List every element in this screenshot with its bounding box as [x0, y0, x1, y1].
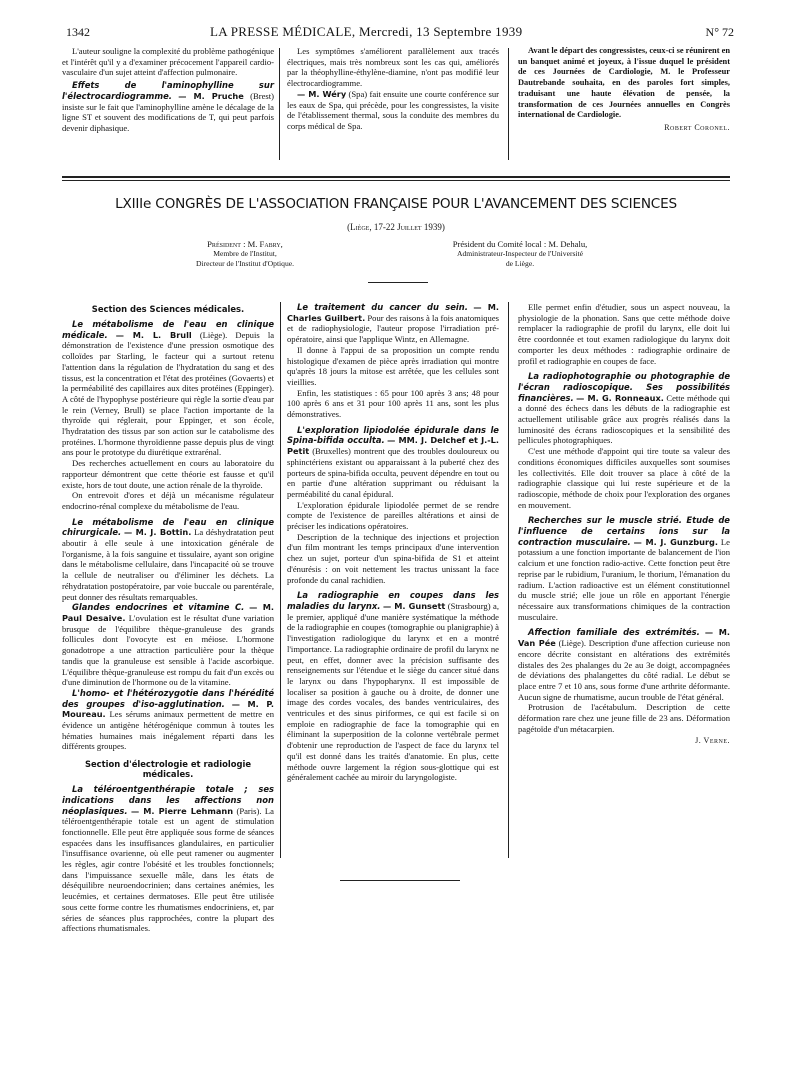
column-rule [508, 302, 509, 858]
author: — M. G. Ronneaux. [576, 392, 664, 403]
short-rule [368, 282, 428, 283]
president-left [160, 239, 330, 269]
author: — M. J. Gunzburg. [633, 536, 718, 547]
author: — M. Paul Desaive. [62, 602, 275, 623]
signature: J. Verne. [695, 736, 730, 746]
paragraph: On entrevoit d'ores et déjà un mécanisme régulateur endocrino-rénal complexe du métabolisme de l'eau. [62, 490, 274, 511]
article-title: Le métabolisme de l'eau en clinique chirurgicale. [62, 516, 274, 538]
paragraph: Des recherches actuellement en cours au laboratoire du rapporteur démontrent que cette théorie est fausse et qu'il existe, hors de tout doute, une action rénale de la thyroïde. [62, 458, 274, 490]
author: — M. Van Pée [518, 627, 731, 649]
president-title: Membre de l'Institut, [213, 249, 277, 258]
paragraph: Description de la technique des injections et projection d'un film montrant les temps principaux d'une intervention chez un sujet, porteur d'un spina-bifida de S1 et atteint d'énurésis : on voit nettement les tractus unissant la face profonde du canal rachidien. [287, 531, 499, 585]
paragraph-text: (Paris). La téléroentgenthérapie totale est un agent de stimulation fonctionnelle. Elle peut être appliquée sous forme de séances espacées dans les insuffisances glandulaires, en particulier l'insuffisance ovarienne, où elle peut ramener ou augmenter les règles, agir contre l'obésité et les troubles fonctionnels; dans l'impuissance sexuelle mâle, dans les états de déséquilibre neuroendocrinien; dans certaines anémies, les leucémies, et certaines dermatoses. Elle peut être utilisée sous cette forme contre les rhumatismes endocriniens, et, par séries de séances plus rapprochées, contre la plupart des affections rhumatismales. [62, 805, 274, 934]
president-right [410, 239, 630, 269]
article-title: L'homo- et l'hétérozygotie dans l'hérédité des groupes d'iso-agglutination. [62, 687, 274, 709]
author: — MM. J. Delchef et J.-L. Petit [287, 435, 499, 457]
paragraph: Enfin, les statistiques : 65 pour 100 après 3 ans; 48 pour 100 après 6 ans et 31 pour 100 après 11 ans, sont les plus démonstratives. [287, 387, 499, 420]
author: — M. J. Bottin. [123, 527, 192, 538]
author: — M. Pierre Lehmann [130, 805, 234, 816]
paragraph: Protrusion de l'acétabulum. Description de cette déformation rare chez une jeune fille de 23 ans. Déformation pagétoïde d'un métacarpien. [518, 702, 730, 734]
section-title: Section des Sciences médicales. [91, 304, 245, 314]
paragraph-text: Cette méthode qui a donné des échecs dans les débuts de la radiographie est actuellement utilisable grâce aux progrès réalisés dans la luminosité des écrans radioscopiques et la sensibilité des pellicules photographiques. [518, 392, 731, 446]
paragraph [518, 515, 730, 622]
paragraph: Il donne à l'appui de sa proposition un compte rendu histologique d'examen de pièce après irradiation qui montre qu'après 18 jours la mitose est arrêtée, que les cellules sont vieillies. [287, 344, 499, 387]
president-title: Directeur de l'Institut d'Optique. [195, 259, 295, 268]
body-column-3 [518, 302, 730, 862]
president-name: Président : M. Fabry, [207, 239, 283, 249]
article-title: L'exploration lipiodolée épidurale dans le Spina-bifida occulta. [287, 424, 499, 446]
president-title: Administrateur-Inspecteur de l'Université [456, 249, 584, 258]
journal-date: Mercredi, 13 Septembre 1939 [359, 24, 523, 39]
article-title: Glandes endocrines et vitamine C. [72, 602, 245, 613]
article-title: La téléroentgenthérapie totale ; ses indications dans les affections non néoplasiques. [62, 784, 274, 816]
article-title: La radiophotographie ou photographie de l'écran radioscopique. Ses possibilités financières. [518, 371, 730, 403]
journal-header [210, 24, 522, 40]
congress-title: LXIIIe CONGRÈS DE L'ASSOCIATION FRANÇAISE POUR L'AVANCEMENT DES SCIENCES [115, 196, 677, 212]
author: — M. L. Brull [115, 329, 192, 340]
column-rule [279, 48, 280, 160]
author: — M. Wéry [297, 88, 347, 99]
paragraph-text: (Liège). Depuis la démonstration de l'existence d'une pression osmotique des colloïdes par Starling, le facteur qui a surtout retenu l'attention dans la régulation de l'hydratation du sang et des tissus, est la concentration et l'état des protéines (Govaerts) et la perméabilité des capillaires aux dites protéines (Eppinger). A côté de l'hypophyse postérieure qui règle la sortie d'eau par le rein (Verney, Brull) se place l'action importante de la thyroïde qui réglerait, pour Eppinger, et son école, l'hydratation des tissus par son action sur le catabolisme des protéines. L'hormone thyroïdienne passe depuis plus de vingt ans pour le prototype du diurétique extrarénal. [62, 329, 275, 458]
paragraph-text: (Spa) fait ensuite une courte conférence sur les eaux de Spa, qui précède, pour les congressistes, la visite de l'établissement thermal, sous la conduite des membres du corps médical de Spa. [287, 88, 499, 131]
paragraph [287, 425, 499, 500]
author: — M. Charles Guilbert. [287, 302, 499, 323]
paragraph: Elle permet enfin d'étudier, sous un aspect nouveau, la physiologie de la phonation. Sans que cette méthode doive remplacer la radiographie de profil du larynx, elle doit lui être coordonnée et tout examen radiologique du larynx doit comporter les deux méthodes : radiographie ordinaire de profil et radiographie en coupes de face. [518, 302, 730, 366]
paragraph: Les symptômes s'améliorent parallèlement aux tracés électriques, mais très nombreux sont les cas qui, améliorés par la théophylline-éthylène-diamine, n'ont pas modifié leur électrocardiogramme. [287, 46, 499, 89]
paragraph: Avant le départ des congressistes, ceux-ci se réunirent en un banquet animé et joyeux, à l'issue duquel le président de ces Journées de Cardiologie, M. le Professeur Dautrebande souhaita, en des paroles fort simples, traduisant une haute élévation de pensée, la transformation de ces Journées annuelles en Congrès international de Cardiologie. [518, 46, 730, 120]
paragraph [518, 627, 730, 702]
paragraph-text: Les sérums animaux permettent de mettre en évidence un antigène hétérogénique commun à toutes les hématies humaines mais inégalement réparti dans les différents groupes. [62, 709, 274, 752]
paragraph [62, 688, 274, 752]
paragraph-text: La déshydratation peut aboutir à elle seule à une intoxication générale de l'organisme, à la fois sanguine et tissulaire, ayant son origine dans le métabolisme cellulaire, dans l'incapacité où se trouve la cellule de neutraliser ou d'éliminer les déchets. La réhydratation postopératoire, par voie buccale ou parentérale, peut donner des résultats remarquables. [62, 527, 275, 602]
paragraph [62, 602, 274, 688]
president-name: Président du Comité local : M. Dehalu, [452, 239, 588, 249]
section-divider [62, 176, 730, 178]
paragraph [287, 302, 499, 345]
journal-name: LA PRESSE MÉDICALE, [210, 24, 356, 39]
president-title: de Liège. [505, 259, 535, 268]
paragraph [518, 371, 730, 446]
signature: Robert Coronel. [664, 122, 730, 132]
paragraph-text: (Strasbourg) a, le premier, appliqué d'une manière systématique la méthode de la radiographie en coupes (tomographie ou planigraphie) à l'investigation radiologique du larynx et en a montré l'importance. La radiographie ordinaire de profil du larynx ne peut, en effet, donner avec la précision suffisante des renseignements sur l'étendue et le siège du cancer situé dans le larynx ou dans l'hypopharynx. Il est impossible de localiser sa position à gauche ou à droite, de donner une image des cordes vocales, des bandes ventriculaires, des ventricules et des sinus piriformes, ce qui est facile si on emploie en radiographie de face la tomographie qui en éliminant la superposition de la colonne vertébrale permet d'obtenir une reproduction de l'aspect de face du larynx tel qu'il est donné dans les traités d'anatomie. En plus, cette méthode ouvre largement la région sous-glottique qui est généralement cachée au miroir du laryngologiste. [287, 600, 499, 783]
column-rule [508, 48, 509, 160]
top-column-2 [287, 46, 499, 164]
paragraph-text: Le potassium a une fonction importante de balancement de l'ion calcium et une fonction radio-active. Cette fonction peut être reprise par le rubidium, l'uranium, le thorium, l'émanation du radium. L'action radioactive est un élément constitutionnel du muscle strié; elle joue un rôle en apportant l'énergie nécessaire aux transformations chimiques de la contraction musculaire. [518, 536, 730, 622]
paragraph [62, 784, 274, 934]
section-heading: Effets de l'aminophylline sur l'électrocardiogramme. [62, 80, 274, 101]
section-title: Section d'électrologie et radiologie médicales. [84, 759, 252, 780]
end-rule [340, 880, 460, 881]
paragraph-text: (Bruxelles) montrent que des troubles douloureux ou sphinctériens existant ou apparaissant à la puberté chez des porteurs de spina-bifida occulta, peuvent dépendre en tout ou en partie d'une altération supprimant ou réduisant la perméabilité du canal épidural. [287, 446, 499, 499]
congress-place-date: (Liège, 17-22 Juillet 1939) [347, 222, 445, 232]
paragraph [287, 89, 499, 132]
section-divider [62, 180, 730, 181]
paragraph [62, 517, 274, 603]
column-rule [280, 302, 281, 858]
author: — M. Pruche [178, 90, 244, 101]
paragraph-text: (Brest) insiste sur le fait que l'aminophylline amène le décalage de la ligne ST et souvent des modifications de T, qui peut parfois devenir diphasique. [62, 90, 274, 133]
paragraph-text: Pour des raisons à la fois anatomiques et de radiophysiologie, l'auteur propose l'irradiation pré-opératoire, ainsi que l'applique Wintz, en Allemagne. [287, 312, 499, 345]
author: — M. Gunsett [382, 600, 446, 611]
article-title: Le métabolisme de l'eau en clinique médicale. [62, 319, 274, 340]
body-column-2 [287, 302, 499, 862]
article-title: La radiographie en coupes dans les maladies du larynx. [287, 590, 499, 611]
paragraph [62, 80, 274, 134]
page-number: 1342 [66, 25, 90, 39]
author: — M. P. Moureau. [62, 698, 274, 720]
paragraph: C'est une méthode d'appoint qui tire toute sa valeur des conditions économiques difficiles auxquelles sont soumises les collectivités. Elle doit trouver sa place à côté de la radiographie classique qui lui reste supérieure et de la radioscopie, méthode de choix pour l'exploration des organes en mouvement. [518, 446, 730, 510]
article-title: Recherches sur le muscle strié. Etude de l'influence de certains ions sur la contraction musculaire. [518, 515, 730, 547]
paragraph: L'exploration épidurale lipiodolée permet de se rendre compte de l'existence de pareilles altérations et ainsi de préciser les indications opératoires. [287, 499, 499, 532]
body-column-1 [62, 302, 275, 934]
article-title: Le traitement du cancer du sein. [297, 302, 468, 312]
issue-number: N° 72 [705, 25, 734, 39]
paragraph-text: (Liège). Description d'une affection curieuse non encore décrite consistant en altérations des extrémités distales des 2es phalanges du 2e au 3e doigt, accompagnées de déviations des phalangettes du côté radial. Le début se place entre 7 et 10 ans, sous forme d'une arthrite déformante. Aucun signe de rhumatisme, aucun trouble de l'état général. [518, 638, 730, 702]
article-title: Affection familiale des extrémités. [528, 627, 700, 638]
paragraph-text: L'ovulation est le résultat d'une variation brusque de l'équilibre thèque-granuleuse des grands follicules dont l'ovocyte est en méiose. L'hormone gonadotrope a une attraction particulière pour la thèque tandis que la granuleuse est sensible à l'acide ascorbique. L'équilibre thèque-granuleuse est rompu du fait d'un excès ou d'une diminution de l'hormone ou de la vitamine. [62, 612, 274, 688]
paragraph [287, 590, 499, 783]
paragraph: L'auteur souligne la complexité du problème pathogénique et l'intérêt qu'il y a d'examiner précocement l'appareil cardio-vasculaire d'un sujet atteint d'affection pulmonaire. [62, 46, 275, 78]
top-column-3 [518, 46, 730, 164]
paragraph [62, 319, 274, 458]
top-column-1 [62, 46, 274, 164]
